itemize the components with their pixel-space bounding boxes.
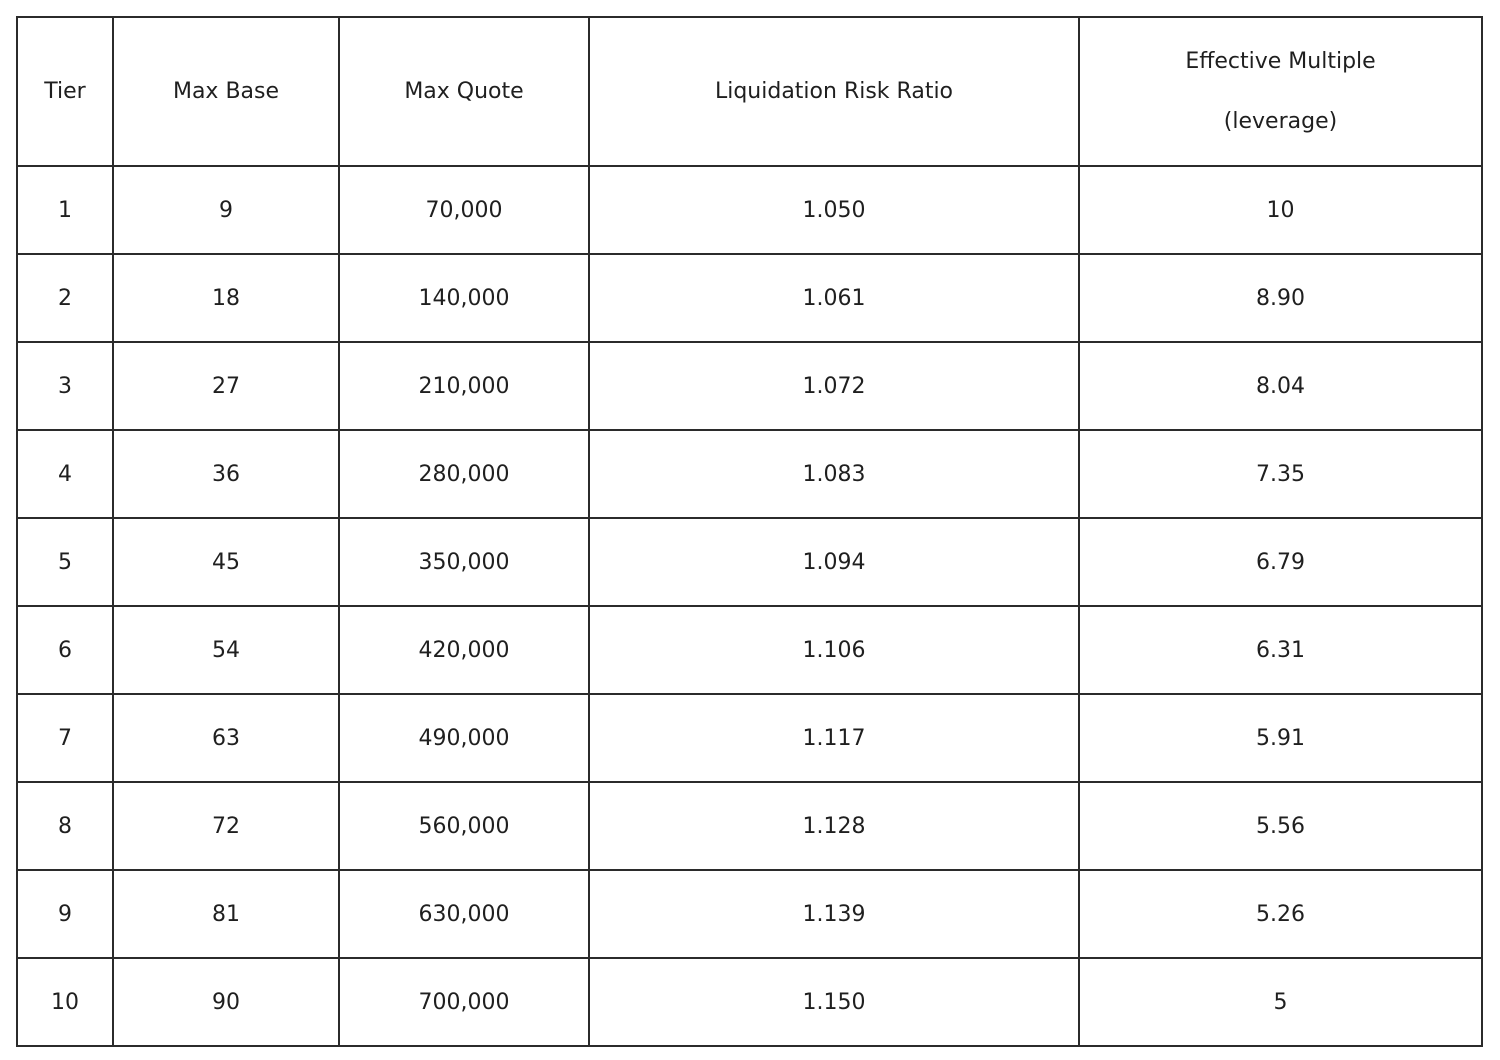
cell-tier: 5 bbox=[17, 518, 113, 606]
cell-multiple: 5.91 bbox=[1079, 694, 1482, 782]
cell-multiple: 5 bbox=[1079, 958, 1482, 1046]
tier-table-container bbox=[16, 16, 1483, 1047]
cell-max-base: 90 bbox=[113, 958, 339, 1046]
cell-tier: 2 bbox=[17, 254, 113, 342]
table-row bbox=[17, 166, 1482, 254]
cell-ratio: 1.139 bbox=[589, 870, 1079, 958]
cell-tier: 8 bbox=[17, 782, 113, 870]
cell-max-base: 72 bbox=[113, 782, 339, 870]
cell-tier: 6 bbox=[17, 606, 113, 694]
header-max-quote: Max Quote bbox=[339, 17, 589, 166]
table-row bbox=[17, 782, 1482, 870]
cell-ratio: 1.094 bbox=[589, 518, 1079, 606]
cell-max-quote: 140,000 bbox=[339, 254, 589, 342]
cell-multiple: 10 bbox=[1079, 166, 1482, 254]
cell-ratio: 1.106 bbox=[589, 606, 1079, 694]
cell-max-base: 36 bbox=[113, 430, 339, 518]
cell-tier: 10 bbox=[17, 958, 113, 1046]
cell-tier: 1 bbox=[17, 166, 113, 254]
cell-ratio: 1.050 bbox=[589, 166, 1079, 254]
cell-multiple: 5.56 bbox=[1079, 782, 1482, 870]
cell-multiple: 5.26 bbox=[1079, 870, 1482, 958]
header-effective-multiple bbox=[1079, 17, 1482, 166]
header-max-base: Max Base bbox=[113, 17, 339, 166]
cell-multiple: 6.31 bbox=[1079, 606, 1482, 694]
cell-max-quote: 420,000 bbox=[339, 606, 589, 694]
cell-max-quote: 350,000 bbox=[339, 518, 589, 606]
table-row bbox=[17, 958, 1482, 1046]
cell-ratio: 1.072 bbox=[589, 342, 1079, 430]
table-row bbox=[17, 694, 1482, 782]
cell-max-quote: 700,000 bbox=[339, 958, 589, 1046]
tier-table bbox=[16, 16, 1483, 1047]
table-row bbox=[17, 870, 1482, 958]
cell-max-base: 63 bbox=[113, 694, 339, 782]
cell-max-base: 81 bbox=[113, 870, 339, 958]
cell-max-quote: 560,000 bbox=[339, 782, 589, 870]
table-header-row bbox=[17, 17, 1482, 166]
table-row bbox=[17, 430, 1482, 518]
cell-max-quote: 490,000 bbox=[339, 694, 589, 782]
cell-ratio: 1.150 bbox=[589, 958, 1079, 1046]
cell-max-base: 9 bbox=[113, 166, 339, 254]
cell-max-base: 54 bbox=[113, 606, 339, 694]
cell-multiple: 7.35 bbox=[1079, 430, 1482, 518]
cell-tier: 7 bbox=[17, 694, 113, 782]
cell-multiple: 6.79 bbox=[1079, 518, 1482, 606]
header-liquidation-risk-ratio: Liquidation Risk Ratio bbox=[589, 17, 1079, 166]
cell-max-quote: 210,000 bbox=[339, 342, 589, 430]
cell-ratio: 1.117 bbox=[589, 694, 1079, 782]
cell-max-quote: 70,000 bbox=[339, 166, 589, 254]
cell-max-quote: 280,000 bbox=[339, 430, 589, 518]
table-row bbox=[17, 518, 1482, 606]
table-row bbox=[17, 254, 1482, 342]
cell-tier: 9 bbox=[17, 870, 113, 958]
cell-max-base: 18 bbox=[113, 254, 339, 342]
cell-multiple: 8.90 bbox=[1079, 254, 1482, 342]
cell-multiple: 8.04 bbox=[1079, 342, 1482, 430]
cell-ratio: 1.061 bbox=[589, 254, 1079, 342]
cell-ratio: 1.128 bbox=[589, 782, 1079, 870]
cell-max-quote: 630,000 bbox=[339, 870, 589, 958]
cell-ratio: 1.083 bbox=[589, 430, 1079, 518]
cell-tier: 3 bbox=[17, 342, 113, 430]
header-effective-multiple-line1: Effective Multiple bbox=[1185, 48, 1376, 74]
table-row bbox=[17, 342, 1482, 430]
cell-tier: 4 bbox=[17, 430, 113, 518]
cell-max-base: 27 bbox=[113, 342, 339, 430]
header-effective-multiple-line2: (leverage) bbox=[1223, 108, 1338, 134]
table-row bbox=[17, 606, 1482, 694]
header-tier: Tier bbox=[17, 17, 113, 166]
cell-max-base: 45 bbox=[113, 518, 339, 606]
